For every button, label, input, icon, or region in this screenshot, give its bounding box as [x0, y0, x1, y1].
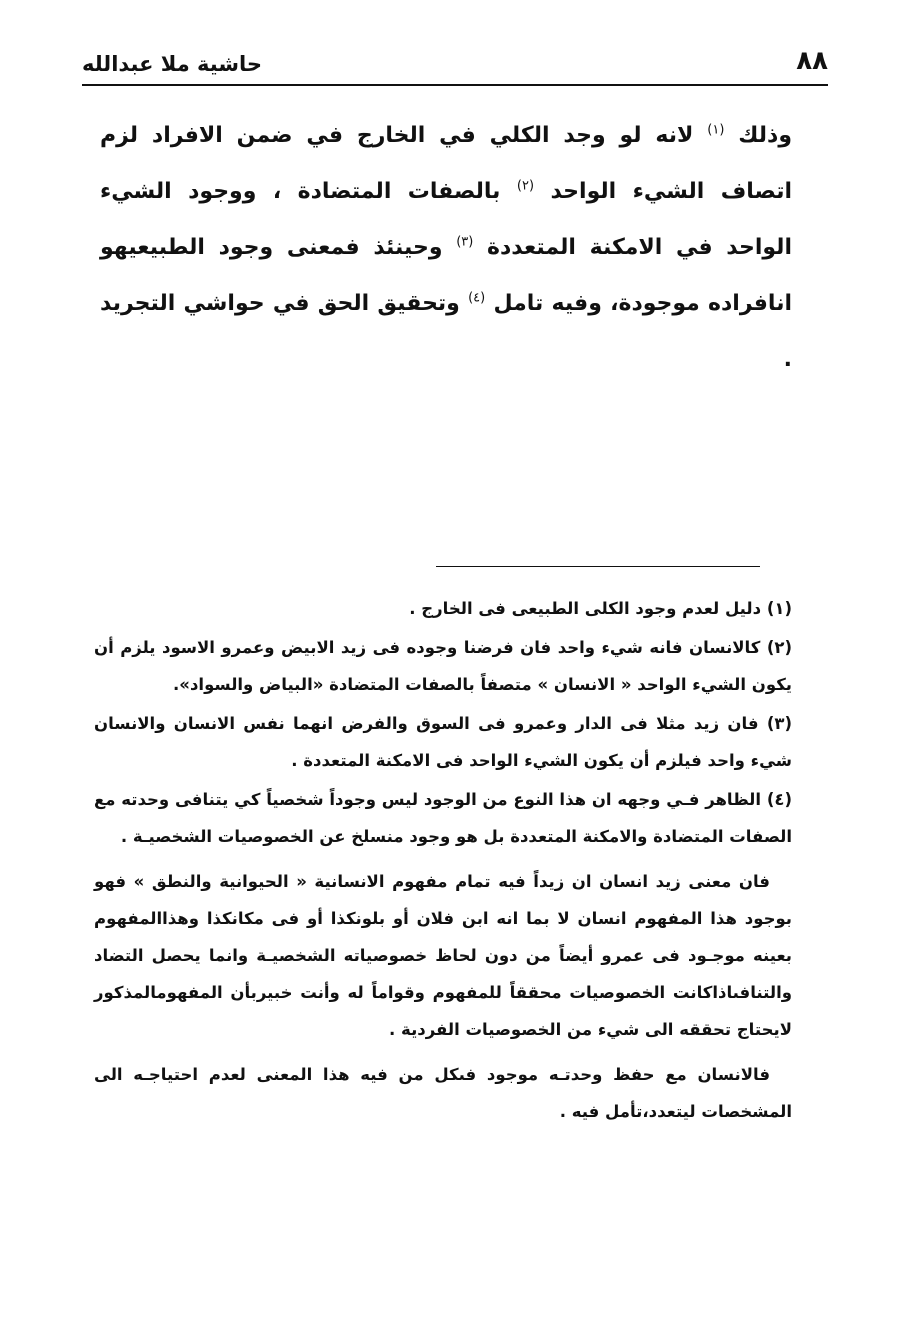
- footnote-marker-1: (١): [707, 122, 725, 138]
- page-header: [82, 34, 828, 86]
- main-text-segment: بالصفات المتضادة ، ووجود الشيء الواحد في الامكنة المتعددة: [100, 179, 792, 260]
- page-number: ٨٨: [796, 46, 828, 76]
- main-text-segment: وحينئذ فمعنى وجود الطبيعيهو انافراده موجودة، وفيه تامل: [100, 235, 792, 316]
- main-text-segment: وذلك: [738, 123, 792, 148]
- main-text-segment: لانه لو وجد الكلي في الخارج في ضمن الافراد لزم اتصاف الشيء الواحد: [100, 123, 793, 204]
- footnote-marker-2: (٢): [516, 178, 535, 194]
- footnote-separator: [436, 566, 760, 567]
- footnote-paragraph-2: فالانسان مع حفظ وحدتـه موجود فىكل من فيه هذا المعنى لعدم احتياجـه الى المشخصات ليتعدد،تأمل فيه .: [94, 1065, 792, 1121]
- footnote-4: (٤) الظاهر فـي وجهه ان هذا النوع من الوجود ليس وجوداً شخصياً كي يتنافى وحدته مع الصفات المتضادة والامكنة المتعددة بل هو وجود منسلخ عن الخصوصيات الشخصيـة .: [94, 790, 792, 846]
- footnotes-section: [94, 590, 792, 1130]
- main-text: [100, 108, 792, 388]
- main-text-segment: وتحقيق الحق في حواشي التجريد .: [100, 291, 792, 372]
- footnote-paragraph-1: فان معنى زيد انسان ان زيداً فيه تمام مفهوم الانسانية « الحيوانية والنطق » فهو بوجود هذا المفهوم انسان لا بما انه ابن فلان أو بلونكذا أو فى مكانكذا وهذاالمفهوم بعينه موجـود فى عمرو أيضاً من دون لحاظ خصوصياته الشخصيـة وانما يحصل التضاد والتنافىاذاكانت الخصوصيات محققاً للمفهوم وقواماً له وأنت خبيربأن المفهومالمذكور لايحتاج تحققه الى شيء من الخصوصيات الفردية .: [94, 872, 792, 1039]
- footnote-3: (٣) فان زيد مثلا فى الدار وعمرو فى السوق والفرض انهما نفس الانسان والانسان شيء واحد فيلزم أن يكون الشيء الواحد فى الامكنة المتعددة .: [94, 714, 792, 770]
- footnote-2: (٢) كالانسان فانه شيء واحد فان فرضنا وجوده فى زيد الابيض وعمرو الاسود يلزم أن يكون الشيء الواحد « الانسان » متصفاً بالصفات المتضادة «البياض والسواد».: [94, 638, 792, 694]
- footnote-1: (١) دليل لعدم وجود الكلى الطبيعى فى الخارج .: [409, 599, 792, 618]
- running-title: حاشية ملا عبدالله: [82, 52, 262, 76]
- footnote-marker-4: (٤): [468, 290, 486, 306]
- footnote-marker-3: (٣): [456, 234, 474, 250]
